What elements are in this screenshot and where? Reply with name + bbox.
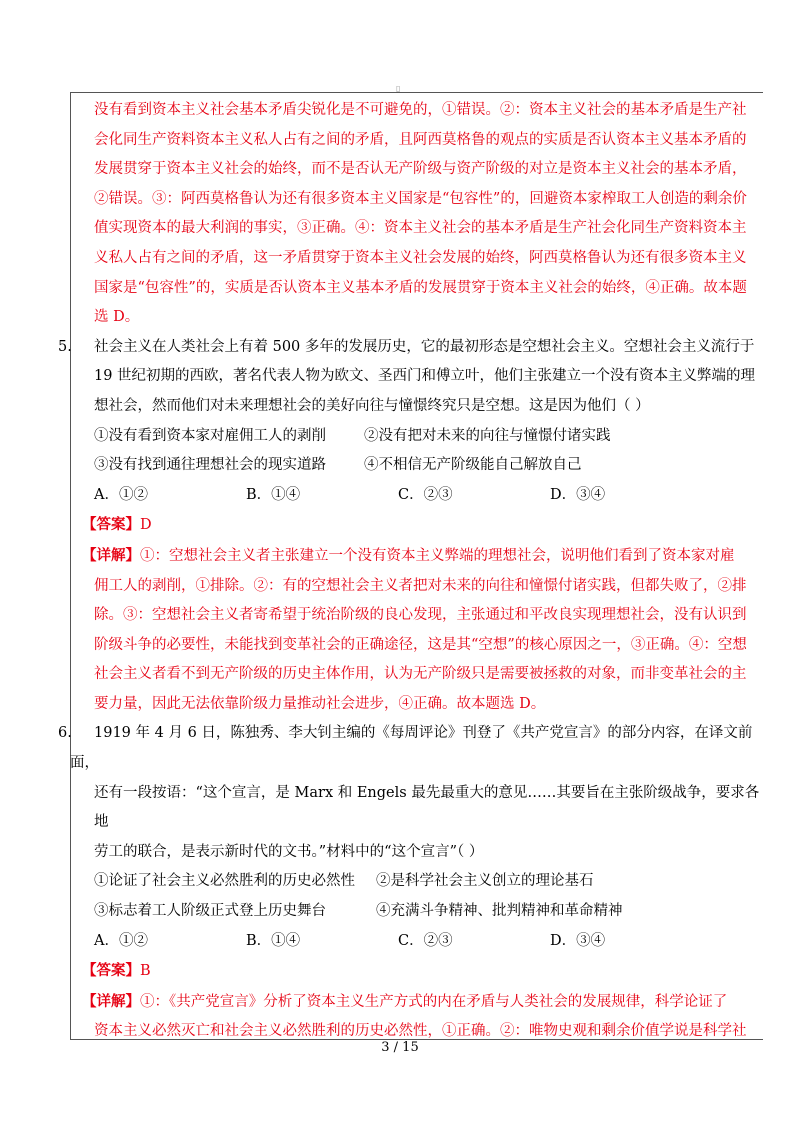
choice-row — [70, 927, 760, 957]
question-text: 1919 年 4 月 6 日，陈独秀、李大钊主编的《每周评论》刊登了《共产党宣言》的部分内容，在译文前面， — [70, 725, 753, 772]
option-row — [70, 897, 760, 927]
detail-line: 要力量，因此无法依靠阶级力量推动社会进步，④正确。故本题选 D。 — [94, 695, 546, 712]
option-item: ①论证了社会主义必然胜利的历史必然性 — [94, 873, 355, 890]
detail-line: 值实现资本的最大利润的事实，③正确。④：资本主义社会的基本矛盾是生产社会化同生产资料资本主 — [94, 220, 747, 237]
answer-value: D — [140, 517, 152, 534]
detail-line: 社会主义者看不到无产阶级的历史主体作用，认为无产阶级只是需要被拯救的对象，而非变革社会的主 — [94, 666, 747, 683]
answer-line — [70, 510, 760, 541]
question-6 — [58, 719, 760, 1047]
detail-line: 发展贯穿于资本主义社会的始终，而不是否认无产阶级与资产阶级的对立是资本主义社会的基本矛盾， — [94, 161, 747, 178]
question-number: 6. — [58, 725, 72, 742]
option-item: ②没有把对未来的向往与憧憬付诸实践 — [364, 427, 611, 444]
answer-line — [70, 956, 760, 987]
answer-tag: 【答案】 — [82, 516, 140, 534]
choice-a: A．①② — [94, 486, 148, 503]
question-stem-line — [58, 719, 760, 778]
option-row — [70, 867, 760, 897]
detail-line: 没有看到资本主义社会基本矛盾尖锐化是不可避免的，①错误。②：资本主义社会的基本矛盾是生产社 — [94, 102, 747, 118]
option-item: ①没有看到资本家对雇佣工人的剥削 — [94, 427, 326, 444]
choice-row — [70, 481, 760, 511]
question-text: 社会主义在人类社会上有着 500 多年的发展历史，它的最初形态是空想社会主义。空想社会主义流行于 — [94, 338, 755, 355]
detail-line: 阶级斗争的必要性，未能找到变革社会的正确途径，这是其“空想”的核心原因之一，③正确。④：空想 — [94, 636, 747, 653]
prev-question-detail — [70, 96, 760, 333]
detail-line: 国家是“包容性”的，实质是否认资本主义基本矛盾的发展贯穿于资本主义社会的始终，④正确。故本题 — [94, 279, 747, 296]
detail-line: 义私人占有之间的矛盾，这一矛盾贯穿于资本主义社会发展的始终，阿西莫格鲁认为还有很多资本主义 — [94, 249, 747, 266]
question-text: 想社会，然而他们对未来理想社会的美好向往与憧憬终究只是空想。这是因为他们（ ） — [94, 397, 650, 414]
detail-tag: 【详解】 — [82, 992, 140, 1010]
question-text: 劳工的联合，是表示新时代的文书。”材料中的“这个宣言”（ ） — [94, 843, 484, 860]
option-item: ②是科学社会主义创立的理论基石 — [376, 873, 594, 890]
detail-line — [70, 987, 760, 1018]
detail-line: 会化同生产资料资本主义私人占有之间的矛盾，且阿西莫格鲁的观点的实质是否认资本主义基本矛盾的 — [94, 131, 747, 148]
question-text: 还有一段按语：“这个宣言，是 Marx 和 Engels 最先最重大的意见……其要旨在主张阶级战争，要求各地 — [94, 784, 760, 831]
detail-line: 选 D。 — [94, 309, 140, 326]
detail-block — [70, 541, 760, 720]
choice-b: B．①④ — [246, 486, 301, 503]
header-mark: ▯ — [396, 84, 401, 93]
question-text: 19 世纪初期的西欧，著名代表人物为欧文、圣西门和傅立叶，他们主张建立一个没有资本主义弊端的理 — [94, 368, 756, 385]
detail-text: ①：空想社会主义者主张建立一个没有资本主义弊端的理想社会，说明他们看到了资本家对雇 — [140, 547, 735, 564]
choice-d: D．③④ — [550, 486, 606, 503]
choice-a: A．①② — [94, 932, 148, 949]
page-number: 3 / 15 — [381, 1040, 419, 1055]
detail-line: 资本主义必然灭亡和社会主义必然胜利的历史必然性，①正确。②：唯物史观和剩余价值学说是科学社 — [94, 1023, 747, 1040]
answer-value: B — [140, 963, 151, 980]
detail-block — [70, 987, 760, 1047]
option-item: ③没有找到通往理想社会的现实道路 — [94, 457, 326, 474]
choice-b: B．①④ — [246, 932, 301, 949]
option-item: ③标志着工人阶级正式登上历史舞台 — [94, 903, 326, 920]
option-row — [70, 422, 760, 452]
detail-line — [70, 541, 760, 572]
detail-text: ①：《共产党宣言》分析了资本主义生产方式的内在矛盾与人类社会的发展规律，科学论证了 — [140, 993, 728, 1010]
page-content — [58, 96, 760, 1047]
option-item: ④充满斗争精神、批判精神和革命精神 — [376, 903, 623, 920]
detail-line: ②错误。③：阿西莫格鲁认为还有很多资本主义国家是“包容性”的，回避资本家榨取工人创造的剩余价 — [94, 190, 747, 207]
question-number: 5. — [58, 338, 72, 355]
detail-tag: 【详解】 — [82, 546, 140, 564]
choice-c: C．②③ — [398, 932, 453, 949]
detail-line: 佣工人的剥削，①排除。②：有的空想社会主义者把对未来的向往和憧憬付诸实践，但都失败了，②排 — [94, 577, 747, 594]
option-item: ④不相信无产阶级能自己解放自己 — [364, 457, 582, 474]
question-stem-line — [58, 333, 760, 363]
choice-d: D．③④ — [550, 932, 606, 949]
question-5 — [58, 333, 760, 720]
answer-tag: 【答案】 — [82, 962, 140, 980]
option-row — [70, 451, 760, 481]
detail-line: 除。③：空想社会主义者寄希望于统治阶级的良心发现，主张通过和平改良实现理想社会，没有认识到 — [94, 607, 747, 624]
choice-c: C．②③ — [398, 486, 453, 503]
